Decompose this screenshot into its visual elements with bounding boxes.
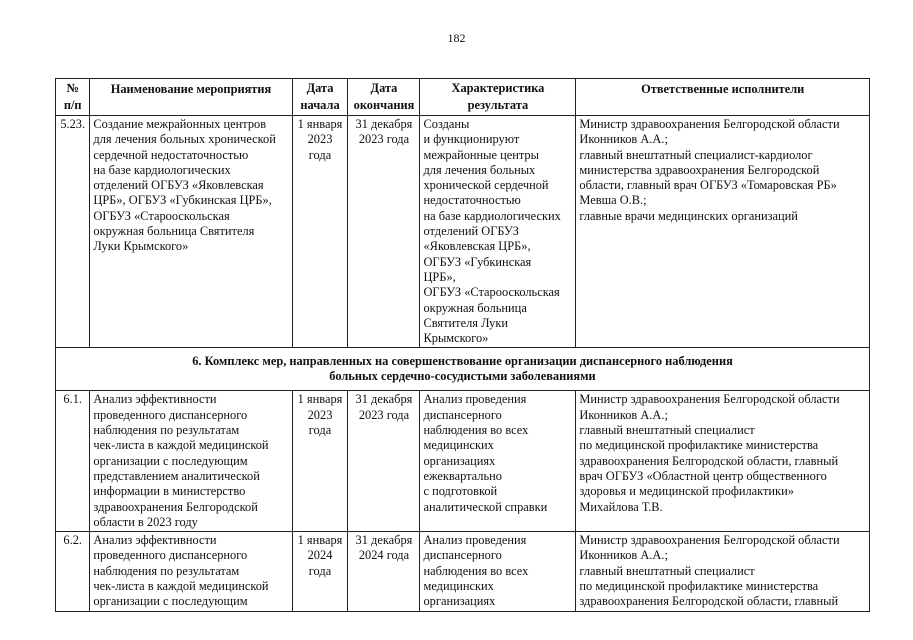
row-name: Создание межрайонных центров для лечения больных хронической сердечной недостаточностью на базе кардиологических отделений ОГБУЗ «Яковлевская ЦРБ», ОГБУЗ «Губкинская ЦРБ», ОГБУЗ «Старооскольская окружная больница Святителя Луки Крымского» [90, 116, 292, 348]
row-result: Анализ проведения диспансерного наблюдения во всех медицинских организациях ежеквартально с подготовкой аналитической справки [420, 391, 576, 532]
header-end-date: Дата окончания [348, 79, 420, 116]
row-number: 6.2. [56, 532, 90, 611]
table-header-row [56, 79, 870, 116]
row-name: Анализ эффективности проведенного диспансерного наблюдения по результатам чек-листа в каждой медицинской организации с последующим [90, 532, 292, 611]
header-name: Наименование мероприятия [90, 79, 292, 116]
row-end-date: 31 декабря 2023 года [348, 116, 420, 348]
row-number: 6.1. [56, 391, 90, 532]
row-result: Созданы и функционируют межрайонные центры для лечения больных хронической сердечной недостаточностью на базе кардиологических отделений ОГБУЗ «Яковлевская ЦРБ», ОГБУЗ «Губкинская ЦРБ», ОГБУЗ «Старооскольская окружная больница Святителя Луки Крымского» [420, 116, 576, 348]
row-name: Анализ эффективности проведенного диспансерного наблюдения по результатам чек-листа в каждой медицинской организации с последующим представлением аналитической информации в министерство здравоохранения Белгородской области в 2023 году [90, 391, 292, 532]
section-heading-line-1: 6. Комплекс мер, направленных на совершенствование организации диспансерного наблюдения [192, 354, 733, 369]
row-start-date: 1 января 2023 года [292, 116, 348, 348]
section-heading-row [56, 348, 870, 391]
row-responsible: Министр здравоохранения Белгородской области Иконников А.А.; главный внештатный специалист-кардиолог министерства здравоохранения Белгородской области, главный врач ОГБУЗ «Томаровская РБ» Мевша О.В.; главные врачи медицинских организаций [576, 116, 870, 348]
measures-table [55, 78, 870, 612]
row-number: 5.23. [56, 116, 90, 348]
table-row [56, 532, 870, 611]
row-start-date: 1 января 2023 года [292, 391, 348, 532]
header-result: Характеристика результата [420, 79, 576, 116]
section-heading-line-2: больных сердечно-сосудистыми заболеваниями [329, 369, 596, 384]
page-number: 182 [447, 31, 466, 45]
row-start-date: 1 января 2024 года [292, 532, 348, 611]
row-result: Анализ проведения диспансерного наблюдения во всех медицинских организациях [420, 532, 576, 611]
table-row [56, 391, 870, 532]
row-responsible: Министр здравоохранения Белгородской области Иконников А.А.; главный внештатный специалист по медицинской профилактике министерства здравоохранения Белгородской области, главный врач ОГБУЗ «Областной центр общественного здоровья и медицинской профилактики» Михайлова Т.В. [576, 391, 870, 532]
section-heading [56, 348, 870, 391]
row-responsible: Министр здравоохранения Белгородской области Иконников А.А.; главный внештатный специалист по медицинской профилактике министерства здравоохранения Белгородской области, главный [576, 532, 870, 611]
header-start-date: Дата начала [292, 79, 348, 116]
table-row [56, 116, 870, 348]
row-end-date: 31 декабря 2024 года [348, 532, 420, 611]
row-end-date: 31 декабря 2023 года [348, 391, 420, 532]
header-number: № п/п [56, 79, 90, 116]
header-responsible: Ответственные исполнители [576, 79, 870, 116]
